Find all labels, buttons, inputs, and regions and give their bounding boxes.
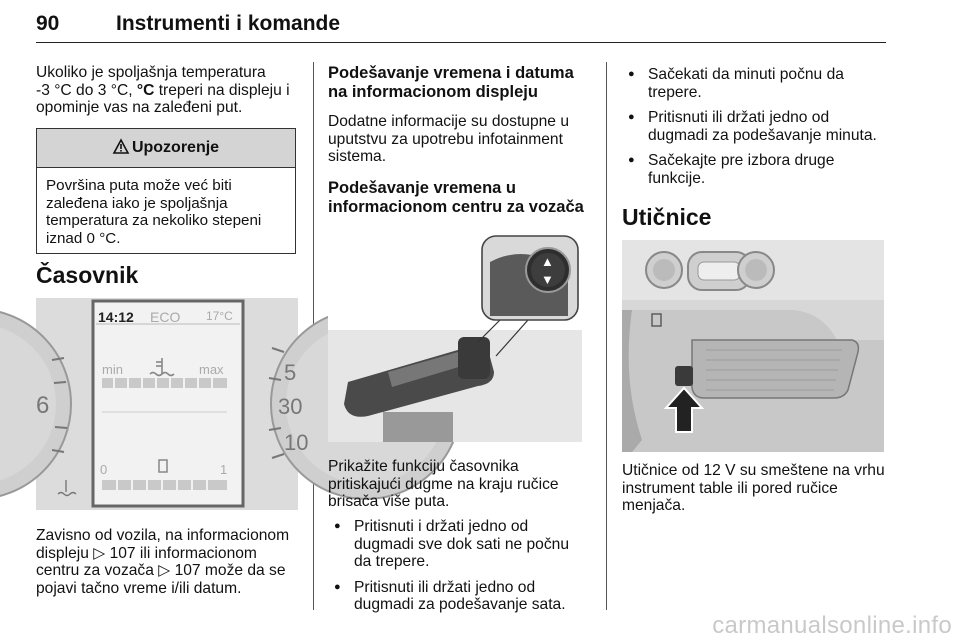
list-item: ● Sačekati da minuti počnu da trepere. <box>624 66 894 101</box>
arrow-down-icon: ▼ <box>541 272 554 287</box>
column-2 <box>328 64 598 217</box>
list-item: ● Pritisnuti i držati jedno od dugmadi sve dok sati ne počnu da trepere. <box>330 518 600 571</box>
display-zero: 0 <box>100 462 108 477</box>
list-item: ● Sačekajte pre izbora druge funkcije. <box>624 152 894 187</box>
page-header <box>36 6 886 43</box>
power-socket-figure <box>622 240 884 452</box>
gauge-right-number-top: 5 <box>284 360 297 385</box>
warning-triangle-icon <box>113 131 129 169</box>
display-max: max <box>199 362 224 377</box>
arrow-up-icon: ▲ <box>541 254 554 269</box>
sockets-paragraph: Utičnice od 12 V su smeštene na vrhu instrument table ili pored ručice menjača. <box>622 462 885 515</box>
intro-paragraph: Ukoliko je spoljašnja temperatura -3 °C do 3 °C, °C treperi na displeju i opominje vas na zaleđeni put. <box>36 64 290 117</box>
warning-box <box>36 128 296 254</box>
section-heading-time-date: Podešavanje vremena i datuma na informacionom displeju <box>328 64 574 101</box>
temp-unit-symbol: °C <box>136 81 155 99</box>
page-number: 90 <box>36 12 60 35</box>
minute-steps-list <box>624 66 894 196</box>
column-divider-2 <box>606 62 607 610</box>
gauge-right-number-mid: 30 <box>278 394 303 419</box>
wiper-stalk-figure <box>328 232 582 442</box>
section-heading-driver-info: Podešavanje vremena u informacionom centru za vozača <box>328 178 584 216</box>
display-temp: 17°C <box>206 309 233 323</box>
display-time: 14:12 <box>98 309 134 325</box>
page-ref-icon: ▷ <box>158 562 171 580</box>
stalk-paragraph: Prikažite funkciju časovnika pritiskajući dugme na kraju ručice brisača više puta. <box>328 458 559 511</box>
clock-paragraph: Zavisno od vozila, na informacionom displeju ▷ 107 ili informacionom centru za vozača ▷ 107 može da se pojavi tačno vreme i/ili datum. <box>36 527 290 597</box>
info-paragraph: Dodatne informacije su dostupne u uputstvu za upotrebu infotainment sistema. <box>328 113 569 166</box>
warning-header <box>37 129 295 168</box>
watermark: carmanualsonline.info <box>712 612 952 639</box>
column-1 <box>36 64 304 117</box>
clock-display-figure <box>36 298 309 510</box>
warning-text: Površina puta može već biti zaleđena iako je spoljašnja temperatura za nekoliko stepeni iznad 0 °C. <box>46 177 262 247</box>
display-mode: ECO <box>150 309 181 325</box>
hour-steps-list <box>330 518 600 622</box>
display-one: 1 <box>220 462 228 477</box>
gauge-right-number-bot: 10 <box>284 430 309 455</box>
clock-heading: Časovnik <box>36 262 139 288</box>
page-title: Instrumenti i komande <box>116 12 341 35</box>
list-item: ● Pritisnuti ili držati jedno od dugmadi za podešavanje sata. <box>330 579 600 614</box>
warning-title: Upozorenje <box>131 139 220 156</box>
gauge-left-number: 6 <box>36 392 50 419</box>
display-min: min <box>102 362 123 377</box>
list-item: ● Pritisnuti ili držati jedno od dugmadi za podešavanje minuta. <box>624 109 894 144</box>
page-ref-icon: ▷ <box>93 544 106 562</box>
sockets-heading: Utičnice <box>622 204 712 230</box>
